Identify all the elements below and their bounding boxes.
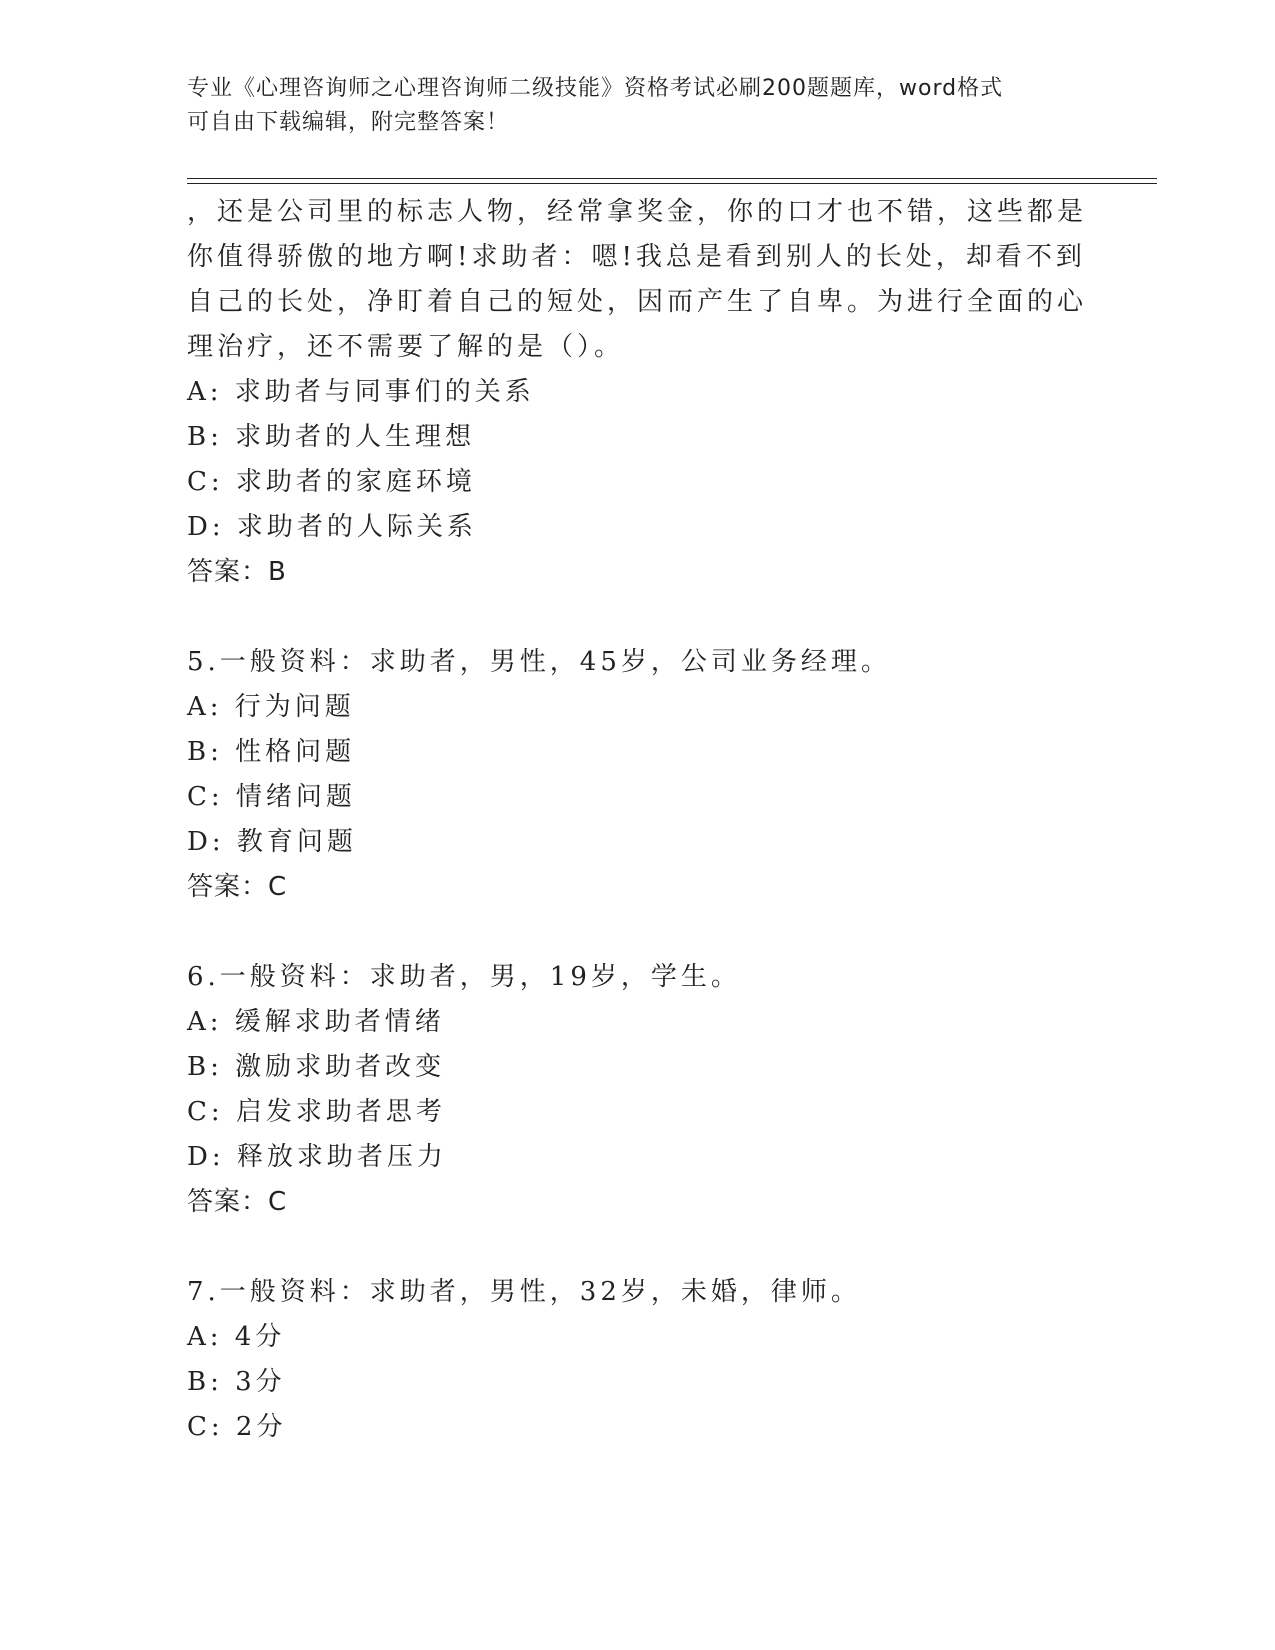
option-a: A: 行为问题 — [187, 692, 355, 722]
option-d: D: 释放求助者压力 — [187, 1142, 447, 1172]
option-b: B: 性格问题 — [187, 737, 356, 767]
document-body — [187, 190, 1088, 1450]
option-d: D: 求助者的人际关系 — [187, 512, 477, 542]
option-c: C: 情绪问题 — [187, 782, 356, 812]
option-c: C: 启发求助者思考 — [187, 1097, 446, 1127]
question-spacer — [187, 1225, 1067, 1270]
question-stem-line: ，还是公司里的标志人物，经常拿奖金，你的口才也不错，这些都是 — [187, 197, 1088, 227]
header-divider-top — [187, 178, 1157, 179]
option-a: A: 求助者与同事们的关系 — [187, 377, 535, 407]
option-b: B: 3分 — [187, 1367, 286, 1397]
question-5 — [187, 640, 1067, 910]
question-7 — [187, 1270, 1067, 1450]
option-b: B: 求助者的人生理想 — [187, 422, 476, 452]
option-a: A: 4分 — [187, 1322, 286, 1352]
question-stem: 6.一般资料：求助者，男，19岁，学生。 — [187, 962, 741, 992]
question-stem-line: 理治疗，还不需要了解的是（）。 — [187, 332, 625, 362]
document-header — [187, 72, 1087, 140]
answer-line: 答案：C — [187, 1187, 288, 1217]
answer-line: 答案：C — [187, 872, 288, 902]
option-b: B: 激励求助者改变 — [187, 1052, 446, 1082]
header-divider-bottom — [187, 183, 1157, 184]
question-stem: 7.一般资料：求助者，男性，32岁，未婚，律师。 — [187, 1277, 861, 1307]
question-spacer — [187, 910, 1067, 955]
question-spacer — [187, 595, 1067, 640]
question-6 — [187, 955, 1067, 1225]
header-line-2: 可自由下载编辑，附完整答案！ — [187, 110, 510, 135]
question-stem-line: 自己的长处，净盯着自己的短处，因而产生了自卑。为进行全面的心 — [187, 287, 1088, 317]
option-c: C: 2分 — [187, 1412, 287, 1442]
answer-line: 答案：B — [187, 557, 287, 587]
question-stem-line: 你值得骄傲的地方啊!求助者：嗯!我总是看到别人的长处，却看不到 — [187, 242, 1086, 272]
option-a: A: 缓解求助者情绪 — [187, 1007, 445, 1037]
option-d: D: 教育问题 — [187, 827, 357, 857]
question-stem: 5.一般资料：求助者，男性，45岁，公司业务经理。 — [187, 647, 891, 677]
question-4 — [187, 190, 1088, 595]
option-c: C: 求助者的家庭环境 — [187, 467, 476, 497]
header-line-1: 专业《心理咨询师之心理咨询师二级技能》资格考试必刷200题题库，word格式 — [187, 76, 1004, 101]
